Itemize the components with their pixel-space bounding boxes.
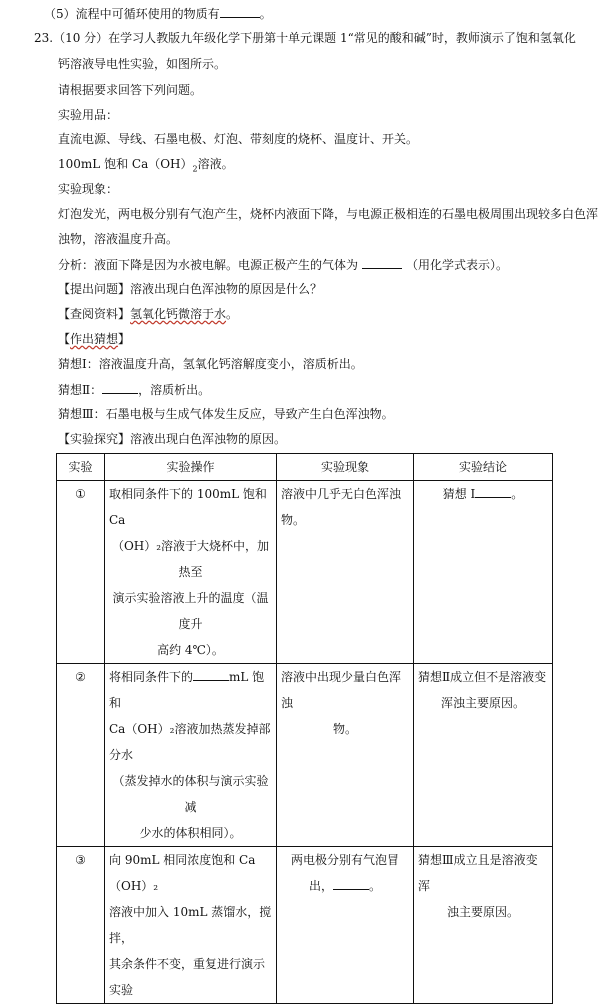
supplies-list: 直流电源、导线、石墨电极、灯泡、带刻度的烧杯、温度计、开关。 [58, 132, 419, 146]
header-cell: 实验结论 [414, 454, 553, 481]
reference-line: 【查阅资料】氢氧化钙微溶于水。 [58, 307, 239, 321]
supplies-title: 实验用品： [58, 108, 119, 122]
conclusion-cell: 猜想Ⅲ成立且是溶液变浑 浊主要原因。 [414, 847, 553, 1004]
header-cell: 实验 [57, 454, 105, 481]
answer-blank[interactable] [220, 5, 260, 18]
solution-line: 100mL 饱和 $Ca(OH)_2$溶液。 [58, 157, 234, 174]
phenomena-line-1: 灯泡发光，两电极分别有气泡产生，烧杯内液面下降，与电源正极相连的石墨电极周围出现较多白色浑 [58, 207, 599, 221]
answer-blank[interactable] [333, 877, 369, 890]
answer-blank[interactable] [193, 668, 229, 681]
header-cell: 实验现象 [277, 454, 414, 481]
explore-title: 【实验探究】溶液出现白色浑浊物的原因。 [58, 432, 287, 446]
hypothesis-title: 【作出猜想】 [58, 332, 131, 346]
answer-blank[interactable] [362, 256, 402, 269]
row-number: ① [57, 481, 105, 664]
hypothesis-3: 猜想Ⅲ：石墨电极与生成气体发生反应，导致产生白色浑浊物。 [58, 407, 394, 421]
question-prompt: 【提出问题】溶液出现白色浑浊物的原因是什么？ [58, 282, 323, 296]
experiment-table [56, 453, 553, 1004]
phenomena-title: 实验现象： [58, 182, 119, 196]
conclusion-cell: 猜想Ⅱ成立但不是溶液变 浑浊主要原因。 [414, 664, 553, 847]
analysis-line: 分析：液面下降是因为水被电解。电源正极产生的气体为 （用化学式表示）。 [58, 258, 509, 272]
question-5: （5）流程中可循环使用的物质有 。 [44, 7, 272, 21]
table-header-row [57, 454, 553, 481]
conclusion-cell: 猜想 Ⅰ 。 [414, 481, 553, 664]
hypothesis-1: 猜想Ⅰ：溶液温度升高，氢氧化钙溶解度变小，溶质析出。 [58, 357, 363, 371]
operation-cell: 向 90mL 相同浓度饱和 Ca（OH）₂ 溶液中加入 10mL 蒸馏水，搅拌， 其余条件不变，重复进行演示实验 [105, 847, 277, 1004]
phenomena-line-2: 浊物，溶液温度升高。 [58, 232, 179, 246]
table-row [57, 481, 553, 664]
answer-blank[interactable] [475, 485, 511, 498]
table-row [57, 847, 553, 1004]
hypothesis-2: 猜想Ⅱ： ，溶质析出。 [58, 383, 211, 397]
row-number: ③ [57, 847, 105, 1004]
phenomenon-cell: 两电极分别有气泡冒 出， 。 [277, 847, 414, 1004]
row-number: ② [57, 664, 105, 847]
phenomenon-cell: 溶液中几乎无白色浑浊物。 [277, 481, 414, 664]
answer-blank[interactable] [102, 381, 138, 394]
question-23-header-2: 钙溶液导电性实验，如图所示。 [58, 57, 227, 71]
phenomenon-cell: 溶液中出现少量白色浑浊 物。 [277, 664, 414, 847]
operation-cell: 取相同条件下的 100mL 饱和 Ca （OH）₂溶液于大烧杯中，加热至 演示实验溶液上升的温度（温度升 高约 4℃）。 [105, 481, 277, 664]
table-row [57, 664, 553, 847]
header-cell: 实验操作 [105, 454, 277, 481]
operation-cell: 将相同条件下的 mL 饱和 Ca（OH）₂溶液加热蒸发掉部分水 （蒸发掉水的体积与演示实验减 少水的体积相同）。 [105, 664, 277, 847]
instruction: 请根据要求回答下列问题。 [58, 83, 203, 97]
question-23-header: 23.（10 分）在学习人教版九年级化学下册第十单元课题 1“常见的酸和碱”时，教师演示了饱和氢氧化 [34, 31, 576, 45]
